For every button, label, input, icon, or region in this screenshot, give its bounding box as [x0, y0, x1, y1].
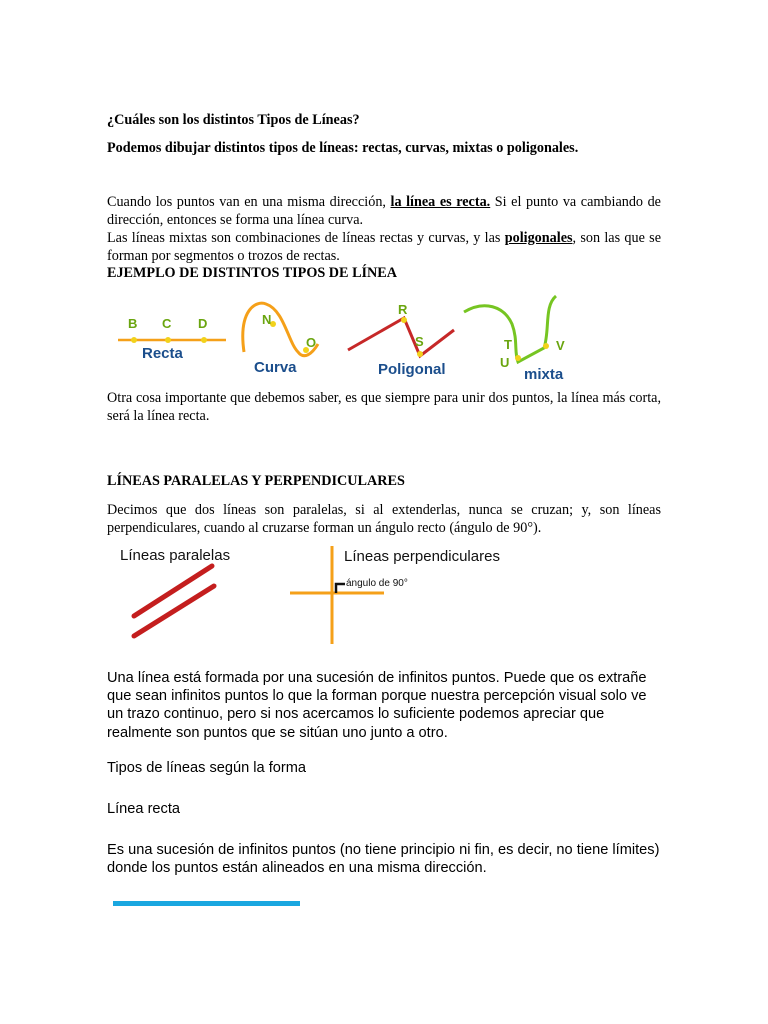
underlined-text: poligonales: [504, 230, 573, 246]
label-c: C: [162, 316, 172, 331]
heading-tipos-forma: Tipos de líneas según la forma: [107, 760, 307, 776]
mixta-line: [464, 296, 556, 362]
label-recta: Recta: [142, 345, 183, 362]
line-types-figure: [108, 290, 578, 386]
parallel-line-1: [134, 566, 212, 616]
underlined-text: la línea es recta.: [390, 194, 491, 210]
poligonal-line: [348, 318, 454, 356]
text-run: Si el punto va cambiando de dirección, entonces se forma una línea curva.: [107, 194, 661, 228]
paragraph-linea-mas-corta: Otra cosa importante que debemos saber, es que siempre para unir dos puntos, la línea más corta, será la línea recta.: [107, 390, 661, 424]
label-curva: Curva: [254, 359, 297, 376]
paragraph-paralelas: Decimos que dos líneas son paralelas, si al extenderlas, nunca se cruzan; y, son líneas perpendiculares, cuando al cruzarse forman un ángulo recto (ángulo de 90°).: [107, 502, 661, 536]
point-u: [515, 355, 521, 361]
label-angulo: ángulo de 90°: [346, 578, 408, 589]
question-title: ¿Cuáles son los distintos Tipos de Líneas?: [107, 112, 360, 128]
point-r: [401, 317, 407, 323]
label-o: O: [306, 335, 317, 350]
label-perpendiculares: Líneas perpendiculares: [344, 548, 500, 565]
point-c: [165, 337, 171, 343]
label-n: N: [262, 312, 272, 327]
paragraph-mixtas-poligonales: [107, 229, 661, 265]
point-v: [543, 343, 549, 349]
heading-linea-recta: Línea recta: [107, 801, 181, 817]
label-poligonal: Poligonal: [378, 361, 446, 378]
text-run: Cuando los puntos van en una misma dirección,: [107, 194, 391, 210]
parallel-perpendicular-figure: [110, 540, 530, 650]
text-run: , son las que se forman por segmentos o trozos de rectas.: [107, 230, 661, 264]
label-paralelas: Líneas paralelas: [120, 547, 231, 564]
label-t: T: [504, 337, 512, 352]
label-s: S: [415, 334, 424, 349]
label-d: D: [198, 316, 208, 331]
point-s: [417, 351, 423, 357]
paragraph-linea-recta: Es una sucesión de infinitos puntos (no tiene principio ni fin, es decir, no tiene límites) donde los puntos están alineados en una misma dirección.: [107, 842, 660, 877]
label-u: U: [500, 355, 510, 370]
label-mixta: mixta: [524, 366, 564, 383]
paragraph-recta-curva: [107, 193, 661, 229]
label-r: R: [398, 302, 408, 317]
point-b: [131, 337, 137, 343]
point-d: [201, 337, 207, 343]
label-v: V: [556, 338, 565, 353]
example-heading: EJEMPLO DE DISTINTOS TIPOS DE LÍNEA: [107, 265, 398, 281]
label-b: B: [128, 316, 138, 331]
straight-line-illustration: [113, 901, 300, 906]
paragraph-sucesion-puntos: Una línea está formada por una sucesión de infinitos puntos. Puede que os extrañe que sean infinitos puntos lo que la forman porque nuestra percepción visual solo ve un trazo continuo, pero si nos acercamos lo suficiente podemos apreciar que realmente son puntos que se sitúan uno junto a otro.: [107, 670, 647, 741]
intro-line: Podemos dibujar distintos tipos de líneas: rectas, curvas, mixtas o poligonales.: [107, 140, 579, 156]
section-heading-paralelas: LÍNEAS PARALELAS Y PERPENDICULARES: [107, 473, 405, 489]
text-run: Las líneas mixtas son combinaciones de líneas rectas y curvas, y las: [107, 230, 505, 246]
